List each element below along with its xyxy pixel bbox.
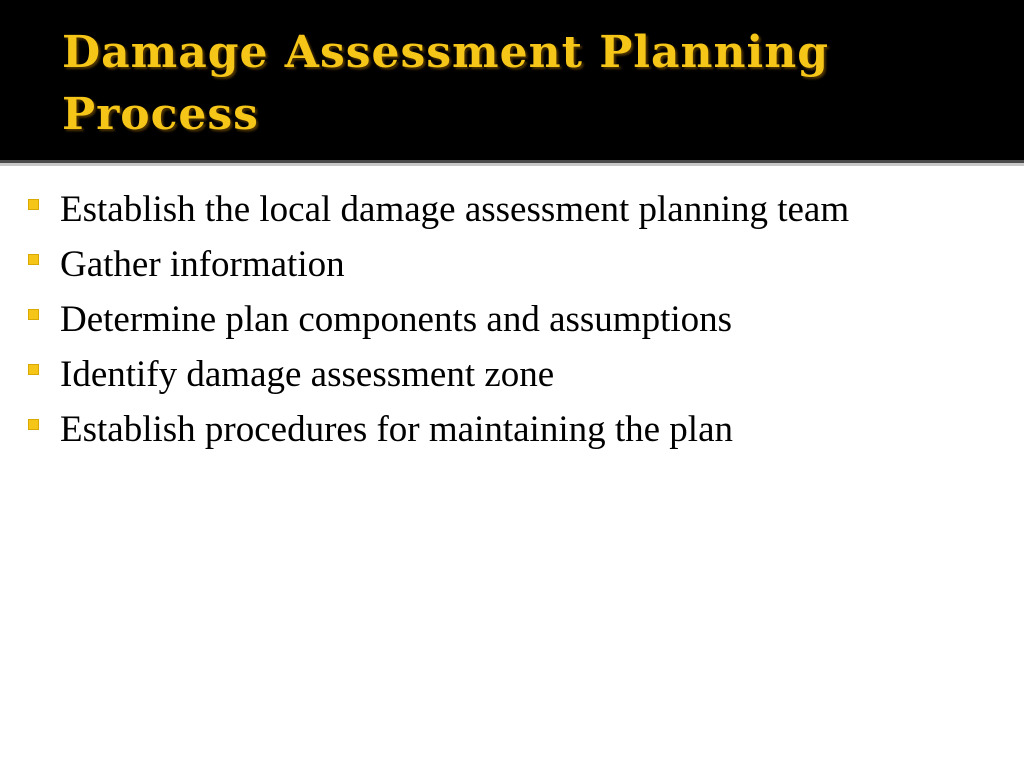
square-bullet-icon (28, 254, 39, 265)
slide-title: Damage Assessment Planning Process (62, 27, 829, 140)
title-bar (0, 0, 1024, 160)
square-bullet-icon (28, 309, 39, 320)
square-bullet-icon (28, 199, 39, 210)
bullet-item (28, 293, 988, 347)
square-bullet-icon (28, 364, 39, 375)
bullet-text: Determine plan components and assumptions (60, 299, 733, 340)
bullet-list (28, 183, 988, 458)
bullet-item (28, 183, 988, 237)
bullet-text: Establish procedures for maintaining the plan (60, 409, 734, 450)
bullet-text: Establish the local damage assessment planning team (60, 189, 850, 230)
bullet-item (28, 238, 988, 292)
square-bullet-icon (28, 419, 39, 430)
bullet-text: Gather information (60, 244, 345, 285)
bullet-item (28, 348, 988, 402)
title-divider-light (0, 163, 1024, 166)
bullet-item (28, 403, 988, 457)
bullet-text: Identify damage assessment zone (60, 354, 555, 395)
